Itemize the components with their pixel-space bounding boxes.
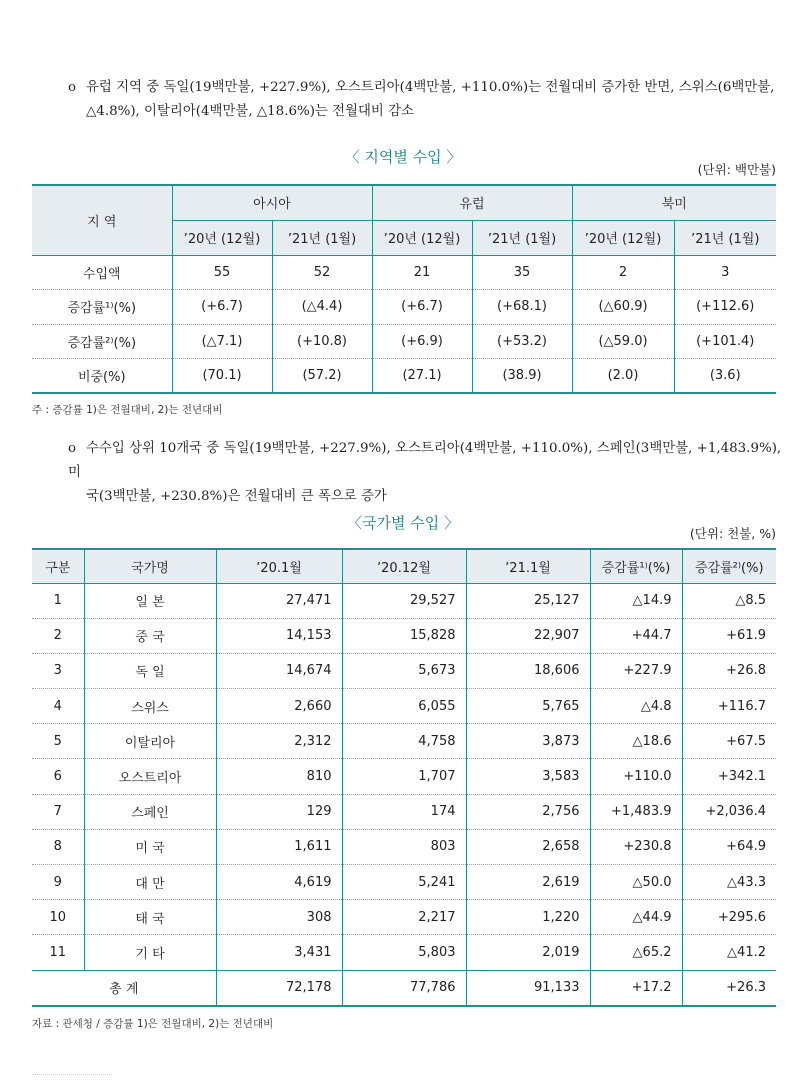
value-2001: 14,674	[216, 653, 342, 688]
country-name: 스위스	[84, 689, 216, 724]
period-header: ’20년 (12월)	[172, 220, 272, 255]
row-number: 11	[49, 944, 67, 960]
footer-divider	[32, 1074, 112, 1077]
header-no: 구분	[32, 549, 84, 583]
cell: (+10.8)	[272, 324, 372, 359]
period-header: ’21년 (1월)	[472, 220, 572, 255]
country-name: 독 일	[84, 653, 216, 688]
value-2012: 2,217	[342, 900, 466, 935]
country-name: 중 국	[84, 618, 216, 653]
cell: (+6.9)	[372, 324, 472, 359]
table-row	[32, 583, 776, 618]
value-2001: 27,471	[216, 583, 342, 618]
cell: (57.2)	[272, 359, 372, 394]
value-2012: 29,527	[342, 583, 466, 618]
value-2101: 5,765	[466, 689, 590, 724]
value-2101: 18,606	[466, 653, 590, 688]
cell: (+101.4)	[674, 324, 776, 359]
value-2012: 803	[342, 829, 466, 864]
header-rate-1: 증감률¹⁾(%)	[590, 549, 682, 583]
cell: (3.6)	[674, 359, 776, 394]
region-table-title: 〈 지역별 수입 〉	[344, 148, 462, 166]
rate-mom: +230.8	[590, 829, 682, 864]
value-2101: 3,583	[466, 759, 590, 794]
row-number: 2	[32, 618, 84, 653]
country-name: 스페인	[84, 794, 216, 829]
rate-yoy: +61.9	[682, 618, 776, 653]
rate-mom: △14.9	[590, 583, 682, 618]
value-2001: 2,312	[216, 724, 342, 759]
period-header: ’20년 (12월)	[372, 220, 472, 255]
table-row	[32, 794, 776, 829]
value-2001: 2,660	[216, 689, 342, 724]
country-name: 일 본	[84, 583, 216, 618]
table-row	[32, 759, 776, 794]
value-2001: 4,619	[216, 865, 342, 900]
value-2101: 2,619	[466, 865, 590, 900]
value-2012: 4,758	[342, 724, 466, 759]
row-number: 5	[32, 724, 84, 759]
cell: (+53.2)	[472, 324, 572, 359]
row-number: 3	[32, 653, 84, 688]
rate-mom: △44.9	[590, 900, 682, 935]
value-2012: 5,673	[342, 653, 466, 688]
value-2001: 3,431	[216, 935, 342, 970]
bullet-2-line-2: 국(3백만불, +230.8%)은 전월대비 큰 폭으로 증가	[86, 489, 387, 504]
header-2001: ’20.1월	[216, 549, 342, 583]
rate-yoy: △41.2	[682, 935, 776, 970]
cell: (+112.6)	[674, 290, 776, 325]
country-name: 대 만	[84, 865, 216, 900]
header-2012: ’20.12월	[342, 549, 466, 583]
row-number: 10	[32, 900, 84, 935]
rate-mom: △4.8	[590, 689, 682, 724]
cell: 52	[272, 255, 372, 290]
table-row	[32, 935, 776, 970]
bullet-paragraph-2	[68, 437, 784, 509]
cell: 55	[172, 255, 272, 290]
value-2001: 810	[216, 759, 342, 794]
bullet-circle-icon: o	[68, 80, 77, 95]
cell: 3	[674, 255, 776, 290]
value-2012: 6,055	[342, 689, 466, 724]
region-table-note: 주 : 증감률 1)은 전월대비, 2)는 전년대비	[32, 404, 223, 416]
table-row	[32, 653, 776, 688]
table-row	[32, 724, 776, 759]
bullet-paragraph-1	[68, 76, 784, 124]
cell: (70.1)	[172, 359, 272, 394]
row-number: 6	[32, 759, 84, 794]
total-v2: 77,786	[342, 970, 466, 1006]
value-2101: 25,127	[466, 583, 590, 618]
bullet-1-line-2: △4.8%), 이탈리아(4백만불, △18.6%)는 전월대비 감소	[86, 104, 414, 119]
group-header-north-america: 북미	[572, 185, 776, 220]
value-2101: 2,019	[466, 935, 590, 970]
country-name: 오스트리아	[84, 759, 216, 794]
rate-mom: +227.9	[590, 653, 682, 688]
rate-yoy: +2,036.4	[682, 794, 776, 829]
value-2101: 3,873	[466, 724, 590, 759]
value-2101: 2,756	[466, 794, 590, 829]
row-number: 4	[32, 689, 84, 724]
rate-yoy: △43.3	[682, 865, 776, 900]
value-2001: 308	[216, 900, 342, 935]
country-name: 미 국	[84, 829, 216, 864]
total-v1: 72,178	[216, 970, 342, 1006]
rate-yoy: +342.1	[682, 759, 776, 794]
row-number: 7	[32, 794, 84, 829]
value-2001: 1,611	[216, 829, 342, 864]
cell: 35	[472, 255, 572, 290]
bullet-1-line-1: 유럽 지역 중 독일(19백만불, +227.9%), 오스트리아(4백만불, +110.0%)는 전월대비 증가한 반면, 스위스(6백만불,	[86, 80, 775, 95]
total-v3: 91,133	[466, 970, 590, 1006]
cell: (△4.4)	[272, 290, 372, 325]
country-table-title: 〈국가별 수입 〉	[347, 514, 459, 532]
total-label: 총 계	[32, 970, 216, 1006]
cell: (38.9)	[472, 359, 572, 394]
row-label: 증감률²⁾(%)	[32, 324, 172, 359]
total-r1: +17.2	[590, 970, 682, 1006]
country-name: 태 국	[84, 900, 216, 935]
table-row	[32, 618, 776, 653]
table-row	[32, 865, 776, 900]
table-row	[32, 255, 776, 290]
cell: 21	[372, 255, 472, 290]
region-import-table	[32, 184, 776, 394]
row-number: 1	[32, 583, 84, 618]
value-2012: 15,828	[342, 618, 466, 653]
country-table-note: 자료 : 관세청 / 증감률 1)은 전월대비, 2)는 전년대비	[32, 1018, 274, 1030]
cell: 2	[572, 255, 674, 290]
rate-mom: △50.0	[590, 865, 682, 900]
value-2001: 14,153	[216, 618, 342, 653]
value-2012: 174	[342, 794, 466, 829]
rate-yoy: +116.7	[682, 689, 776, 724]
header-2101: ’21.1월	[466, 549, 590, 583]
cell: (△7.1)	[172, 324, 272, 359]
group-header-asia: 아시아	[172, 185, 372, 220]
total-r2: +26.3	[682, 970, 776, 1006]
cell: (+6.7)	[372, 290, 472, 325]
country-name: 기 타	[84, 935, 216, 970]
value-2012: 5,803	[342, 935, 466, 970]
rate-yoy: △8.5	[682, 583, 776, 618]
bullet-circle-icon: o	[68, 441, 77, 456]
rate-mom: △18.6	[590, 724, 682, 759]
value-2001: 129	[216, 794, 342, 829]
rate-mom: △65.2	[590, 935, 682, 970]
row-number: 8	[32, 829, 84, 864]
table-row	[32, 829, 776, 864]
country-table-unit: (단위: 천불, %)	[689, 526, 776, 541]
cell: (2.0)	[572, 359, 674, 394]
rate-yoy: +26.8	[682, 653, 776, 688]
table-row	[32, 900, 776, 935]
region-label-header: 지 역	[32, 185, 172, 255]
value-2012: 1,707	[342, 759, 466, 794]
rate-mom: +110.0	[590, 759, 682, 794]
row-number: 9	[32, 865, 84, 900]
rate-mom: +44.7	[590, 618, 682, 653]
row-label: 수입액	[32, 255, 172, 290]
period-header: ’21년 (1월)	[272, 220, 372, 255]
table-row	[32, 359, 776, 394]
country-name: 이탈리아	[84, 724, 216, 759]
row-label: 비중(%)	[77, 370, 126, 385]
row-label: 증감률¹⁾(%)	[32, 290, 172, 325]
value-2101: 22,907	[466, 618, 590, 653]
value-2101: 2,658	[466, 829, 590, 864]
group-header-europe: 유럽	[372, 185, 572, 220]
cell: (+6.7)	[172, 290, 272, 325]
value-2101: 1,220	[466, 900, 590, 935]
header-country: 국가명	[84, 549, 216, 583]
header-rate-2: 증감률²⁾(%)	[682, 549, 776, 583]
bullet-2-line-1: 수수입 상위 10개국 중 독일(19백만불, +227.9%), 오스트리아(4백만불, +110.0%), 스페인(3백만불, +1,483.9%), 미	[68, 441, 782, 480]
rate-yoy: +295.6	[682, 900, 776, 935]
table-row	[32, 689, 776, 724]
total-row	[32, 970, 776, 1006]
rate-yoy: +67.5	[682, 724, 776, 759]
cell: (△59.0)	[572, 324, 674, 359]
region-table-unit: (단위: 백만불)	[697, 162, 776, 177]
cell: (△60.9)	[572, 290, 674, 325]
country-import-table	[32, 548, 776, 1007]
period-header: ’21년 (1월)	[674, 220, 776, 255]
rate-yoy: +64.9	[682, 829, 776, 864]
rate-mom: +1,483.9	[590, 794, 682, 829]
value-2012: 5,241	[342, 865, 466, 900]
table-row	[32, 324, 776, 359]
table-row	[32, 290, 776, 325]
cell: (27.1)	[372, 359, 472, 394]
cell: (+68.1)	[472, 290, 572, 325]
period-header: ’20년 (12월)	[572, 220, 674, 255]
